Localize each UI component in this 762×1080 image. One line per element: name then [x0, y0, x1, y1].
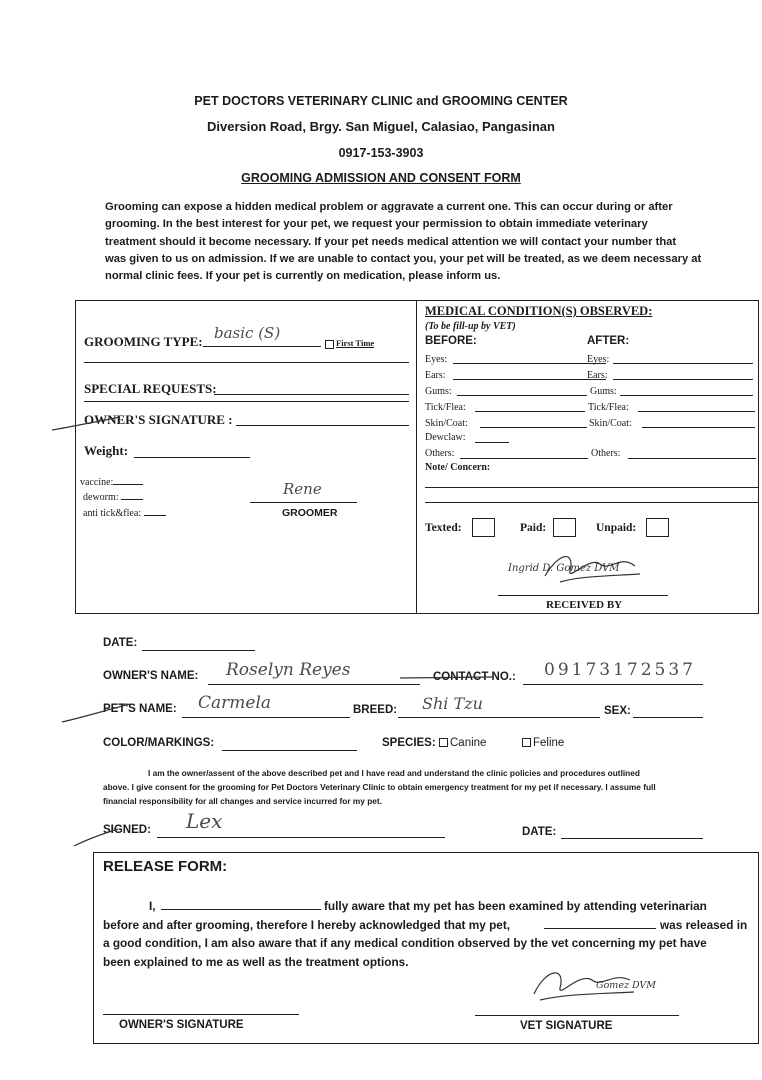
after-label: AFTER: — [587, 335, 630, 347]
grooming-type-value[interactable]: basic (S) — [214, 324, 281, 342]
clinic-address: Diversion Road, Brgy. San Miguel, Calasiao, Pangasinan — [207, 119, 555, 134]
signed-label: SIGNED: — [103, 824, 151, 836]
species-label: SPECIES: — [382, 737, 436, 749]
dewclaw-line[interactable] — [475, 442, 509, 443]
checkbox-icon — [439, 738, 448, 747]
strike-icon — [398, 672, 496, 684]
vaccine-line — [113, 484, 143, 485]
vaccine-field[interactable] — [80, 477, 143, 488]
signed-value[interactable]: Lex — [186, 809, 223, 833]
others-before-label: Others: — [425, 448, 455, 459]
grooming-type-line — [203, 346, 321, 347]
date-line[interactable] — [142, 650, 255, 651]
unpaid-label: Unpaid: — [596, 522, 637, 534]
vet-signature-label: VET SIGNATURE — [520, 1020, 613, 1032]
release-line: been explained to me as well as the treatment options. — [103, 954, 409, 969]
before-field-line[interactable] — [480, 427, 587, 428]
feline-option[interactable] — [522, 737, 564, 749]
after-field-line[interactable] — [620, 395, 753, 396]
release-title: RELEASE FORM: — [103, 858, 228, 875]
texted-label: Texted: — [425, 522, 462, 534]
before-field-label: Ears: — [425, 370, 446, 381]
after-field-line[interactable] — [638, 411, 755, 412]
special-requests-extra-line — [84, 401, 409, 402]
contact-label: CONTACT NO.: — [433, 671, 516, 683]
signed-line — [157, 837, 445, 838]
medical-row — [425, 416, 755, 432]
after-field-label: Ears: — [587, 370, 608, 381]
owner-signature-release-label: OWNER'S SIGNATURE — [119, 1019, 244, 1031]
others-after-line[interactable] — [628, 458, 756, 459]
contact-value[interactable]: 09173172537 — [544, 660, 696, 680]
intro-line: Grooming can expose a hidden medical problem or aggravate a current one. This can occur during or after — [105, 201, 673, 213]
after-field-label: Skin/Coat: — [589, 418, 632, 429]
intro-line: grooming. In the best interest for your pet, we request your permission to obtain immediate veterinary — [105, 218, 648, 231]
medical-row — [425, 368, 755, 384]
owner-name-value[interactable]: Roselyn Reyes — [226, 660, 351, 680]
vaccine-label: vaccine: — [80, 477, 114, 488]
before-field-label: Tick/Flea: — [425, 402, 466, 413]
release-text: I, — [149, 899, 156, 913]
note-line[interactable] — [425, 487, 759, 488]
others-before-line[interactable] — [460, 458, 588, 459]
clinic-phone: 0917-153-3903 — [338, 146, 424, 160]
release-text: before and after grooming, therefore I hereby acknowledged that my pet, — [103, 917, 511, 932]
medical-row — [425, 400, 755, 416]
special-requests-label: SPECIAL REQUESTS: — [84, 381, 217, 396]
texted-checkbox[interactable] — [472, 518, 495, 537]
note-line[interactable] — [425, 502, 759, 503]
owner-signature-line[interactable] — [236, 425, 409, 426]
checkbox-icon — [522, 738, 531, 747]
color-line[interactable] — [222, 750, 357, 751]
weight-label: Weight: — [84, 443, 129, 458]
signature-stroke-icon — [50, 413, 130, 433]
date2-label: DATE: — [522, 826, 557, 838]
paid-checkbox[interactable] — [553, 518, 576, 537]
deworm-field[interactable] — [83, 492, 143, 503]
consent-line: above. I give consent for the grooming for Pet Doctors Veterinary Clinic to obtain emergency treatment for my pet if necessary. I assume full — [103, 782, 656, 792]
release-line: a good condition, I am also aware that if any medical condition observed by the vet concerning my pet have — [103, 936, 707, 950]
feline-label: Feline — [533, 737, 565, 749]
after-field-label: Eyes: — [587, 354, 610, 365]
release-text: fully aware that my pet has been examined by attending veterinarian — [324, 899, 707, 913]
release-line — [103, 916, 755, 935]
before-field-line[interactable] — [453, 379, 606, 380]
groomer-label: GROOMER — [282, 507, 338, 519]
owner-signature-label: OWNER'S SIGNATURE : — [84, 412, 233, 427]
pet-name-blank[interactable] — [544, 928, 656, 929]
received-by-label: RECEIVED BY — [546, 599, 623, 611]
groomer-value: Rene — [283, 480, 322, 498]
deworm-label: deworm: — [83, 492, 119, 503]
anti-tick-label: anti tick&flea: — [83, 508, 142, 519]
after-field-label: Gums: — [590, 386, 617, 397]
medical-rows — [425, 352, 755, 432]
pet-name-label: PET'S NAME: — [103, 703, 177, 715]
canine-label: Canine — [450, 737, 487, 749]
before-label: BEFORE: — [425, 335, 477, 347]
medical-row — [425, 352, 755, 368]
others-after-label: Others: — [591, 448, 621, 459]
after-field-line[interactable] — [613, 379, 753, 380]
anti-tick-line — [144, 515, 166, 516]
dewclaw-label: Dewclaw: — [425, 432, 466, 443]
form-title: GROOMING ADMISSION AND CONSENT FORM — [241, 171, 521, 185]
pet-name-line — [182, 717, 350, 718]
vet-signature-icon — [540, 546, 650, 588]
release-text: was released in — [660, 917, 748, 932]
before-field-line[interactable] — [475, 411, 585, 412]
clinic-name: PET DOCTORS VETERINARY CLINIC and GROOMING CENTER — [194, 94, 568, 108]
canine-option[interactable] — [439, 737, 486, 749]
breed-value[interactable]: Shi Tzu — [422, 694, 483, 713]
checkbox-icon — [325, 340, 334, 349]
after-field-label: Tick/Flea: — [588, 402, 629, 413]
consent-line: financial responsibility for all changes and service incurred for my pet. — [103, 796, 382, 806]
sex-line[interactable] — [633, 717, 703, 718]
release-paragraph — [103, 897, 755, 971]
intro-line: treatment should it become necessary. If your pet needs medical attention we will contact your number that — [105, 235, 677, 248]
before-field-label: Eyes: — [425, 354, 448, 365]
before-field-line[interactable] — [457, 395, 587, 396]
box-divider — [416, 300, 417, 614]
sex-label: SEX: — [604, 705, 631, 717]
contact-line — [523, 684, 703, 685]
signature-stroke-icon — [72, 826, 122, 848]
owner-signature-release-line[interactable] — [103, 1014, 299, 1015]
intro-line: was given to us on admission. If we are unable to contact you, your pet will be treated, as we deem necessary at — [105, 252, 702, 265]
breed-line — [398, 717, 600, 718]
before-field-label: Skin/Coat: — [425, 418, 468, 429]
before-field-label: Gums: — [425, 386, 452, 397]
date2-line[interactable] — [561, 838, 703, 839]
owner-name-label: OWNER'S NAME: — [103, 670, 199, 682]
anti-tick-field[interactable] — [83, 508, 166, 519]
color-label: COLOR/MARKINGS: — [103, 737, 215, 749]
before-field-line[interactable] — [453, 363, 606, 364]
grooming-type-label: GROOMING TYPE: — [84, 334, 203, 349]
received-by-line — [498, 595, 668, 596]
after-field-line[interactable] — [642, 427, 755, 428]
weight-line[interactable] — [134, 457, 250, 458]
vet-signature-line[interactable] — [475, 1015, 679, 1016]
special-requests-line[interactable] — [214, 394, 409, 395]
paid-label: Paid: — [520, 522, 547, 534]
medical-subtitle: (To be fill-up by VET) — [425, 321, 516, 332]
intro-paragraph — [105, 199, 715, 285]
unpaid-checkbox[interactable] — [646, 518, 669, 537]
vet-stamp: Gomez DVM — [596, 980, 657, 991]
release-line — [103, 897, 755, 916]
intro-line: normal clinic fees. If your pet is currently on medication, please inform us. — [105, 270, 501, 283]
signature-stroke-icon — [60, 700, 140, 724]
note-label: Note/ Concern: — [425, 462, 491, 473]
first-time-label: First Time — [336, 338, 375, 348]
date-label: DATE: — [103, 637, 138, 649]
vet-stamp: Ingrid D. Gomez DVM — [508, 563, 620, 574]
owner-name-blank[interactable] — [161, 909, 321, 910]
breed-label: BREED: — [353, 704, 398, 716]
owner-name-line — [208, 684, 420, 685]
grooming-type-extra-line — [84, 362, 409, 363]
pet-name-value[interactable]: Carmela — [198, 693, 272, 713]
consent-line: I am the owner/assent of the above described pet and I have read and understand the clinic policies and procedures outlined — [148, 768, 640, 778]
consent-paragraph — [103, 766, 715, 808]
medical-title: MEDICAL CONDITION(S) OBSERVED: — [425, 304, 653, 318]
after-field-line[interactable] — [613, 363, 753, 364]
deworm-line — [121, 499, 143, 500]
groomer-line — [250, 502, 357, 503]
medical-row — [425, 384, 755, 400]
first-time-checkbox[interactable] — [325, 338, 374, 349]
